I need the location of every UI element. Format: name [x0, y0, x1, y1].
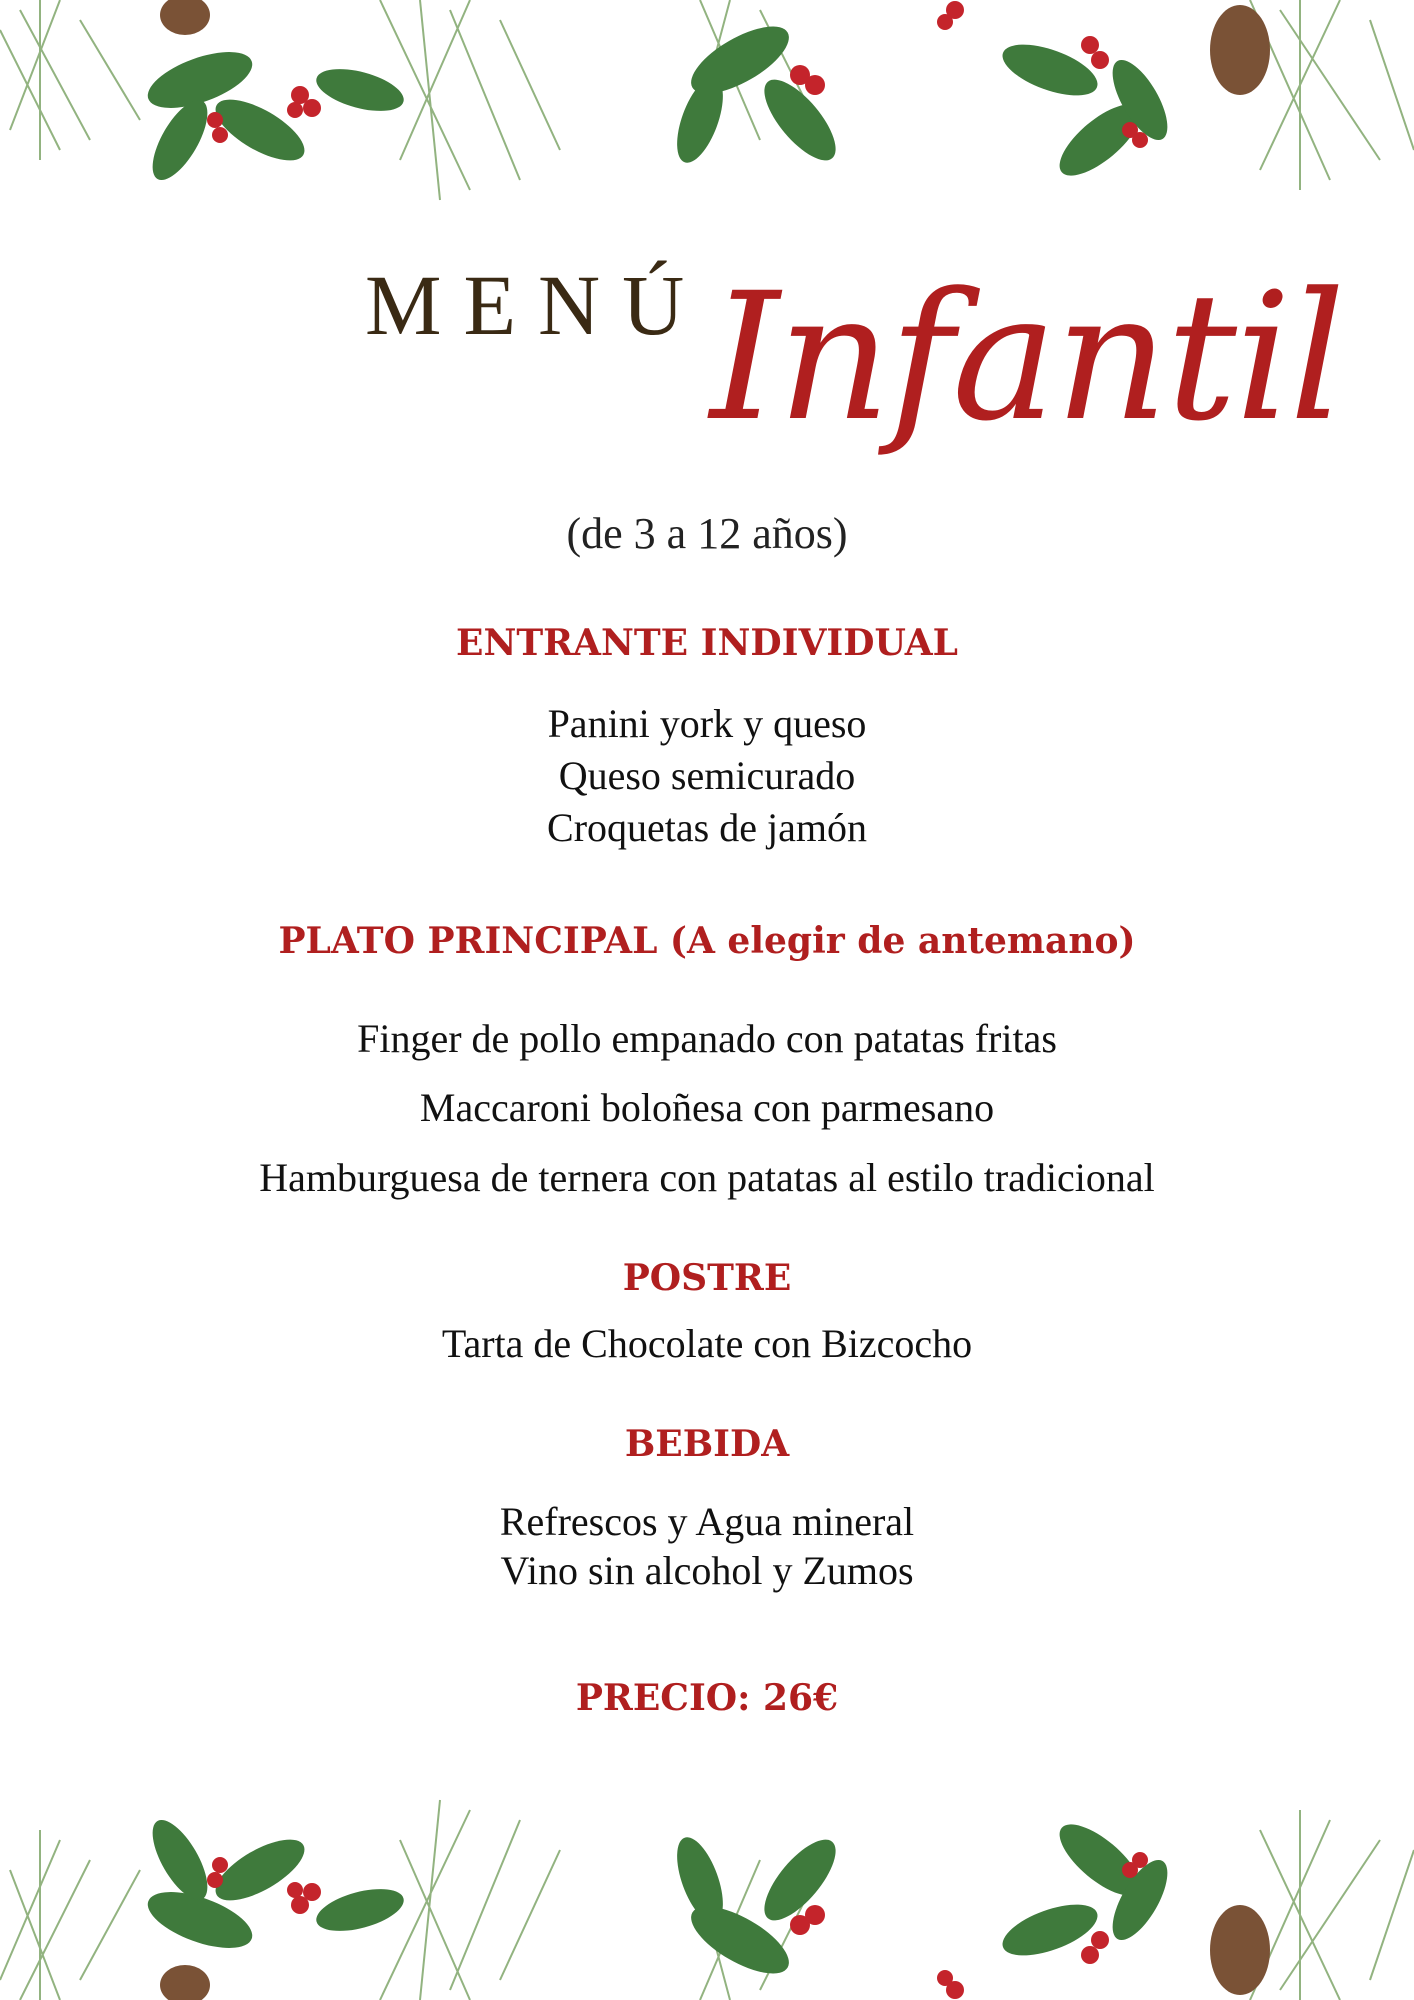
- section-heading-bebida: BEBIDA: [624, 1423, 790, 1465]
- menu-item: Tarta de Chocolate con Bizcocho: [441, 1321, 973, 1366]
- section-heading-postre: POSTRE: [622, 1257, 792, 1299]
- section-heading-principal: PLATO PRINCIPAL (A elegir de antemano): [278, 920, 1136, 962]
- age-range: (de 3 a 12 años): [566, 509, 848, 558]
- price: [0, 1677, 1414, 1719]
- title-infantil: Infantil: [710, 255, 1344, 460]
- bottom-garland-decoration: [0, 1780, 1414, 2000]
- title-menu: MENÚ: [365, 257, 707, 353]
- section-heading-entrante: ENTRANTE INDIVIDUAL: [456, 622, 958, 664]
- menu-item: Panini york y queso: [547, 701, 867, 746]
- price-label: PRECIO:: [575, 1677, 751, 1719]
- menu-item: Refrescos y Agua mineral: [499, 1499, 915, 1544]
- menu-item: Maccaroni boloñesa con parmesano: [419, 1085, 995, 1130]
- menu-item: Hamburguesa de ternera con patatas al estilo tradicional: [259, 1155, 1155, 1200]
- menu-item: Vino sin alcohol y Zumos: [500, 1548, 914, 1593]
- menu-item: Queso semicurado: [558, 753, 856, 798]
- price-value: 26€: [762, 1677, 839, 1719]
- top-garland-decoration: [0, 0, 1414, 220]
- menu-item: Finger de pollo empanado con patatas fritas: [357, 1016, 1057, 1061]
- menu-item: Croquetas de jamón: [547, 805, 867, 850]
